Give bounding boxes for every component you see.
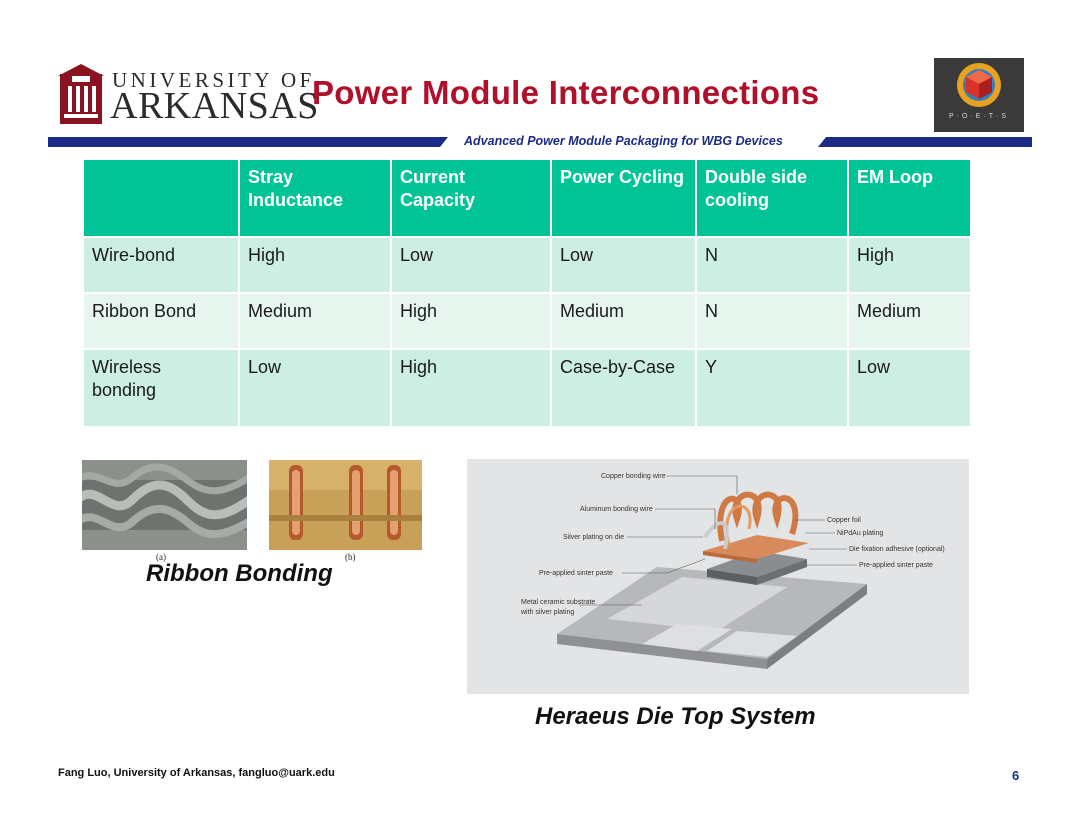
table-cell: Wire-bond (83, 237, 239, 293)
table-cell: N (696, 237, 848, 293)
heraeus-die-top-diagram (467, 459, 969, 694)
table-row (83, 237, 971, 293)
university-logo (58, 64, 319, 127)
label-nipdau: NiPdAu plating (837, 530, 884, 537)
interconnection-comparison-table (82, 158, 972, 428)
photo-label-b: (b) (345, 552, 356, 562)
ribbon-bond-photo-a (82, 460, 247, 550)
table-cell: Low (239, 349, 391, 427)
page-number: 6 (1012, 768, 1020, 783)
table-header-double-side-cooling: Double side cooling (696, 159, 848, 237)
label-copper-bonding-wire: Copper bonding wire (601, 473, 666, 480)
table-cell: Low (551, 237, 696, 293)
table-cell: High (848, 237, 971, 293)
table-cell: Medium (848, 293, 971, 349)
poets-cube-icon (934, 58, 1024, 132)
table-cell: Y (696, 349, 848, 427)
label-substrate-line1: Metal ceramic substrate (521, 599, 596, 606)
table-header-row (83, 159, 971, 237)
ribbon-bond-photo-b (269, 460, 422, 550)
table-header-power-cycling: Power Cycling (551, 159, 696, 237)
table-cell: High (391, 349, 551, 427)
poets-logo-text: P·O·E·T·S (948, 113, 1010, 120)
label-aluminum-bonding-wire: Aluminum bonding wire (580, 506, 653, 513)
university-building-logo-icon (58, 64, 104, 126)
table-cell: Ribbon Bond (83, 293, 239, 349)
table-header-current-capacity: Current Capacity (391, 159, 551, 237)
table-header-stray-inductance: Stray Inductance (239, 159, 391, 237)
photo-label-a: (a) (156, 552, 166, 562)
page-title: Power Module Interconnections (312, 74, 820, 111)
table-cell: Medium (551, 293, 696, 349)
heraeus-caption: Heraeus Die Top System (535, 703, 816, 730)
label-sinter-paste-right: Pre-applied sinter paste (859, 562, 933, 569)
table-cell: Medium (239, 293, 391, 349)
table-header-em-loop: EM Loop (848, 159, 971, 237)
table-cell: Case-by-Case (551, 349, 696, 427)
table-cell: Wireless bonding (83, 349, 239, 427)
header-subtitle: Advanced Power Module Packaging for WBG Devices (464, 134, 783, 148)
footer-author: Fang Luo, University of Arkansas, fangluo@uark.edu (58, 767, 335, 779)
logo-line2: ARKANSAS (110, 85, 319, 127)
label-die-fixation: Die fixation adhesive (optional) (849, 546, 945, 553)
label-substrate-line2: with silver plating (521, 609, 575, 616)
table-row (83, 349, 971, 427)
table-cell: Low (391, 237, 551, 293)
label-sinter-paste-left: Pre-applied sinter paste (539, 570, 613, 577)
table-cell: High (239, 237, 391, 293)
table-header-cell (83, 159, 239, 237)
table-cell: N (696, 293, 848, 349)
table-cell: Low (848, 349, 971, 427)
poets-logo (934, 58, 1024, 132)
table-cell: High (391, 293, 551, 349)
label-copper-foil: Copper foil (827, 517, 861, 524)
ribbon-bonding-caption: Ribbon Bonding (146, 560, 333, 587)
logo-line1: UNIVERSITY OF (112, 68, 315, 92)
table-row (83, 293, 971, 349)
label-silver-plating: Silver plating on die (563, 534, 625, 541)
